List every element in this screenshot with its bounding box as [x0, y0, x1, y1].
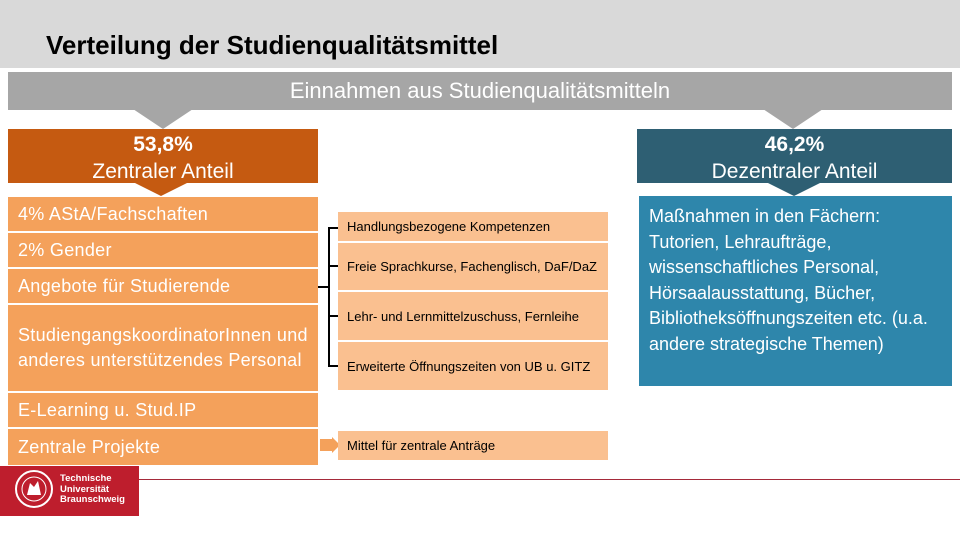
connector-line [328, 227, 338, 229]
central-share-label: Zentraler Anteil [92, 160, 234, 183]
central-share-percent: 53,8% [133, 133, 193, 156]
central-item-gender: 2% Gender [8, 233, 318, 267]
offer-opening-hours: Erweiterte Öffnungszeiten von UB u. GITZ [338, 342, 608, 390]
connector-line [328, 365, 338, 367]
decentral-share-label: Dezentraler Anteil [711, 160, 878, 183]
projects-detail: Mittel für zentrale Anträge [338, 431, 608, 460]
university-seal-icon [14, 469, 54, 509]
university-name-line: Braunschweig [60, 494, 125, 505]
university-name [60, 474, 125, 506]
university-name-line: Universität [60, 483, 110, 495]
central-item-elearning: E-Learning u. Stud.IP [8, 393, 318, 427]
offer-learning-materials: Lehr- und Lernmittelzuschuss, Fernleihe [338, 292, 608, 340]
connector-line [328, 315, 338, 317]
slide-title: Verteilung der Studienqualitätsmittel [46, 30, 499, 60]
decentral-share-percent: 46,2% [764, 133, 825, 156]
central-item-student-offers: Angebote für Studierende [8, 269, 318, 303]
arrow-down-icon [766, 182, 822, 196]
central-item-coordinators: StudiengangskoordinatorInnen und anderes unterstützendes Personal [8, 305, 318, 391]
arrow-down-icon [763, 109, 823, 129]
arrow-down-icon [133, 109, 193, 129]
connector-line [328, 227, 330, 367]
footer-rule [139, 479, 960, 480]
central-share-header [8, 129, 318, 183]
offer-competences: Handlungsbezogene Kompetenzen [338, 212, 608, 241]
decentral-measures: Maßnahmen in den Fächern: Tutorien, Lehraufträge, wissenschaftliches Personal, Hörsaalausstattung, Bücher, Bibliotheksöffnungszeiten etc. (u.a. andere strategische Themen) [639, 196, 952, 386]
income-bar: Einnahmen aus Studienqualitätsmitteln [8, 72, 952, 110]
central-item-asta: 4% AStA/Fachschaften [8, 197, 318, 231]
arrow-down-icon [133, 182, 189, 196]
decentral-share-header [637, 129, 952, 183]
offer-language-courses: Freie Sprachkurse, Fachenglisch, DaF/DaZ [338, 243, 608, 290]
central-item-central-projects: Zentrale Projekte [8, 429, 318, 465]
university-name-line: Technische [60, 473, 112, 484]
connector-line [328, 265, 338, 267]
arrow-right-icon [320, 439, 332, 451]
